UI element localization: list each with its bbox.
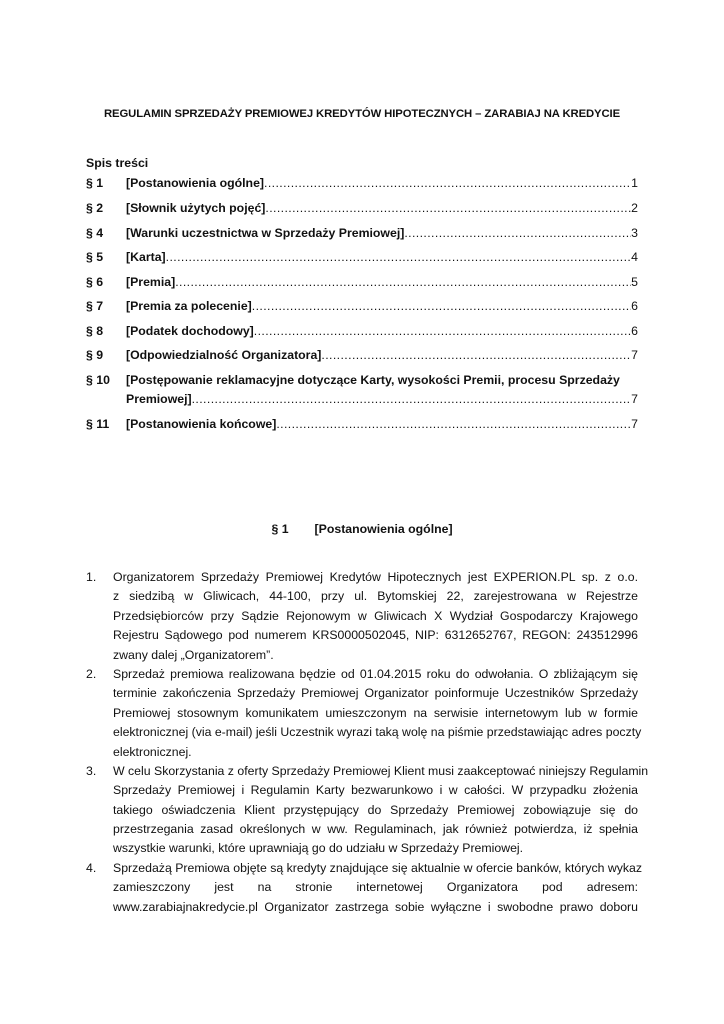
toc-entry-title: [Karta] — [126, 250, 166, 264]
paragraph-line: elektronicznej. — [113, 744, 192, 759]
toc-entry-title: [Premia za polecenie] — [126, 299, 252, 313]
list-item-number: 2. — [86, 666, 97, 681]
paragraph-line: Premiowej stosownym komunikatem umieszczonym na serwisie internetowym lub w formie — [113, 705, 638, 720]
paragraph-line: terminie zakończenia Sprzedaży Premiowej Organizator poinformuje Uczestników Sprzedaży — [113, 686, 638, 701]
toc-leader-dots — [254, 324, 631, 338]
toc-leader-dots — [321, 348, 631, 362]
toc-entry-page: 2 — [631, 201, 638, 215]
toc-leader-dots — [175, 275, 631, 289]
toc-entry-number: § 1 — [86, 176, 104, 190]
toc-entry-page: 7 — [631, 392, 638, 406]
section-title: [Postanowienia ogólne] — [314, 522, 453, 536]
toc-entry-number: § 10 — [86, 373, 110, 387]
toc-leader-dots — [265, 201, 631, 215]
toc-entry-title-cont: Premiowej] — [126, 392, 192, 406]
list-item — [86, 665, 642, 762]
toc-entry-page: 1 — [631, 176, 638, 190]
toc-entry[interactable] — [86, 250, 638, 268]
toc-leader-dots — [166, 250, 632, 264]
toc-leader-dots — [276, 417, 631, 431]
toc-leader-dots — [192, 392, 632, 406]
list-item — [86, 762, 649, 859]
toc-entry-title: [Odpowiedzialność Organizatora] — [126, 348, 322, 362]
document-title: REGULAMIN SPRZEDAŻY PREMIOWEJ KREDYTÓW HIPOTECZNYCH – ZARABIAJ NA KREDYCIE — [103, 108, 621, 120]
toc-entry-title: [Postanowienia ogólne] — [126, 176, 265, 190]
toc-entry-page: 6 — [631, 299, 638, 313]
paragraph-line: wszystkie warunki, które uprawniają go do udziału w Sprzedaży Premiowej. — [113, 841, 524, 856]
toc-entry-number: § 9 — [86, 348, 104, 362]
toc-entry[interactable] — [86, 417, 638, 435]
paragraph-line: przestrzegania zasad określonych w ww. Regulaminach, jak również potwierdza, iż spełnia — [113, 822, 638, 837]
toc-entry-number: § 4 — [86, 226, 104, 240]
paragraph-line: Sprzedaż premiowa realizowana będzie od 01.04.2015 roku do odwołania. O zbliżającym się — [113, 666, 638, 681]
paragraph-line: www.zarabiajnakredycie.pl Organizator zastrzega sobie wyłączne i swobodne prawo doboru — [113, 899, 638, 914]
toc-leader-dots — [252, 299, 631, 313]
paragraph-line: Organizatorem Sprzedaży Premiowej Kredytów Hipotecznych jest EXPERION.PL sp. z o.o. — [113, 570, 638, 584]
toc-entry-title: [Premia] — [126, 275, 176, 289]
toc-heading: Spis treści — [86, 156, 149, 170]
toc-entry-title: [Postanowienia końcowe] — [126, 417, 277, 431]
toc-entry-title: [Słownik użytych pojęć] — [126, 201, 266, 215]
toc-entry-title: [Podatek dochodowy] — [126, 324, 254, 338]
section-number: § 1 — [271, 522, 289, 536]
toc-entry-title: [Warunki uczestnictwa w Sprzedaży Premiowej] — [126, 226, 405, 240]
paragraph-line: Sprzedaży Premiowej i Regulamin Karty bezwarunkowo i w całości. W przypadku złożenia — [113, 783, 638, 798]
paragraph-line: W celu Skorzystania z oferty Sprzedaży Premiowej Klient musi zaakceptować niniejszy Regulamin — [113, 763, 649, 778]
toc-entry-number: § 6 — [86, 275, 104, 289]
section-items — [86, 568, 649, 917]
list-item-number: 3. — [86, 763, 97, 778]
paragraph-line: zamieszczony jest na stronie internetowej Organizatora pod adresem: — [113, 880, 638, 895]
toc-entry-page: 7 — [631, 417, 638, 431]
toc-entry[interactable] — [86, 176, 638, 194]
toc-entry[interactable] — [86, 201, 638, 219]
toc-entry-page: 5 — [631, 275, 638, 289]
list-item — [86, 859, 643, 917]
paragraph-line: takiego oświadczenia Klient przystępujący do Sprzedaży Premiowej zobowiązuje się do — [113, 802, 638, 817]
toc-entry-page: 3 — [631, 226, 638, 240]
toc-entry[interactable] — [86, 348, 638, 366]
toc-leader-dots — [264, 176, 631, 190]
toc-entry-page: 7 — [631, 348, 638, 362]
toc-entry-number: § 11 — [86, 417, 110, 431]
toc-entry-title: [Postępowanie reklamacyjne dotyczące Karty, wysokości Premii, procesu Sprzedaży — [126, 373, 620, 387]
toc-entry-number: § 7 — [86, 299, 104, 313]
toc-entry[interactable] — [86, 275, 638, 293]
list-item — [86, 568, 638, 665]
section-heading — [0, 522, 724, 536]
paragraph-line: z siedzibą w Gliwicach, 44-100, przy ul. Bytomskiej 22, zarejestrowana w Rejestrze — [113, 589, 638, 604]
toc-entry-number: § 2 — [86, 201, 104, 215]
toc-entry-number: § 5 — [86, 250, 104, 264]
paragraph-line: zwany dalej „Organizatorem”. — [113, 647, 274, 662]
paragraph-line: elektronicznej (via e-mail) jeśli Uczestnik wyrazi taką wolę na piśmie przedstawiając adres poczty — [113, 725, 642, 740]
toc-entry-page: 6 — [631, 324, 638, 338]
paragraph-line: Sprzedażą Premiowa objęte są kredyty znajdujące się aktualnie w ofercie banków, których wykaz — [113, 860, 643, 875]
toc-entry-number: § 8 — [86, 324, 104, 338]
toc-entry-page: 4 — [631, 250, 638, 264]
toc-entry[interactable] — [86, 324, 638, 342]
toc-leader-dots — [404, 226, 631, 240]
list-item-number: 1. — [86, 570, 97, 584]
list-item-number: 4. — [86, 860, 97, 875]
toc-entry[interactable] — [86, 299, 638, 317]
toc-entry[interactable] — [86, 226, 638, 244]
paragraph-line: Przedsiębiorców przy Sądzie Rejonowym w Gliwicach X Wydział Gospodarczy Krajowego — [113, 608, 638, 623]
toc-entry[interactable] — [86, 373, 638, 406]
paragraph-line: Rejestru Sądowego pod numerem KRS0000502045, NIP: 6312652767, REGON: 243512996 — [113, 628, 638, 643]
